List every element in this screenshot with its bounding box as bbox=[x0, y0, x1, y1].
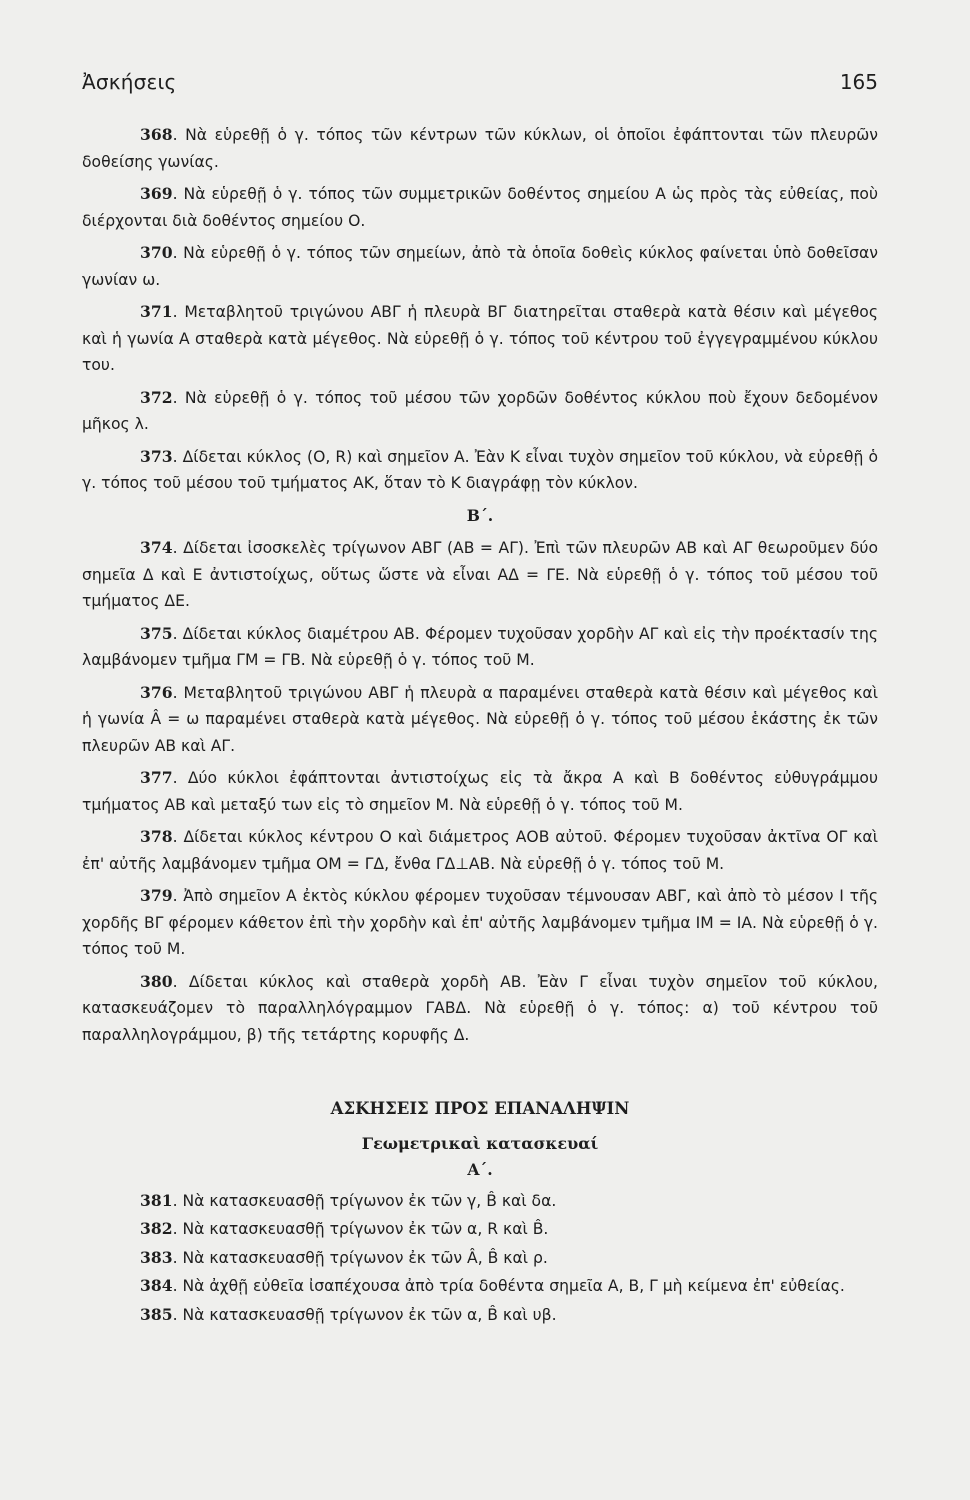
exercise-384: 384. Νὰ ἀχθῇ εὐθεῖα ἰσαπέχουσα ἀπὸ τρία δοθέντα σημεῖα Α, Β, Γ μὴ κείμενα ἐπ' εὐθείας. bbox=[140, 1276, 845, 1295]
exercise-text: Νὰ ἀχθῇ εὐθεῖα ἰσαπέχουσα ἀπὸ τρία δοθέντα σημεῖα Α, Β, Γ μὴ κείμενα ἐπ' εὐθείας. bbox=[182, 1277, 845, 1295]
exercise-number: 380 bbox=[140, 971, 173, 991]
exercise-text: Νὰ εὑρεθῇ ὁ γ. τόπος τῶν σημείων, ἀπὸ τὰ ὁποῖα δοθεὶς κύκλος φαίνεται ὑπὸ δοθεῖσαν γωνίαν ω. bbox=[82, 244, 878, 289]
exercise-382: 382. Νὰ κατασκευασθῇ τρίγωνον ἐκ τῶν α, R καὶ B̂. bbox=[140, 1219, 549, 1238]
part-a-label: Α΄. bbox=[467, 1160, 493, 1179]
exercise-text: Νὰ κατασκευασθῇ τρίγωνον ἐκ τῶν γ, B̂ καὶ δα. bbox=[182, 1191, 557, 1210]
exercise-373: 373. Δίδεται κύκλος (Ο, R) καὶ σημεῖον Α. Ἐὰν Κ εἶναι τυχὸν σημεῖον τοῦ κύκλου, νὰ εὑρεθῇ ὁ γ. τόπος τοῦ μέσου τοῦ τμήματος ΑΚ, ὅταν τὸ Κ διαγράφῃ τὸν κύκλον. bbox=[82, 446, 878, 492]
exercise-text: Δίδεται κύκλος καὶ σταθερὰ χορδὴ ΑΒ. Ἐὰν Γ εἶναι τυχὸν σημεῖον τοῦ κύκλου, κατασκευάζομεν τὸ παραλληλόγραμμον ΓΑΒΔ. Νὰ εὑρεθῇ ὁ γ. τόπος: α) τοῦ κέντρου τοῦ παραλληλογράμμου, β) τῆς τετάρτης κορυφῆς Δ. bbox=[82, 972, 878, 1044]
exercise-text: Δίδεται ἰσοσκελὲς τρίγωνον ΑΒΓ (ΑΒ = ΑΓ). Ἐπὶ τῶν πλευρῶν ΑΒ καὶ ΑΓ θεωροῦμεν δύο σημεῖα Δ καὶ Ε ἀντιστοίχως, οὕτως ὥστε νὰ εἶναι ΑΔ = ΓΕ. Νὰ εὑρεθῇ ὁ γ. τόπος τοῦ μέσου τοῦ τμήματος ΔΕ. bbox=[82, 539, 878, 610]
section-subtitle: Γεωμετρικαὶ κατασκευαί bbox=[361, 1133, 599, 1153]
exercise-381: 381. Νὰ κατασκευασθῇ τρίγωνον ἐκ τῶν γ, B̂ καὶ δα. bbox=[140, 1190, 557, 1210]
exercise-number: 385 bbox=[140, 1304, 173, 1324]
exercise-number: 368 bbox=[140, 125, 173, 144]
exercise-number: 373 bbox=[140, 446, 173, 466]
page-number: 165 bbox=[839, 70, 878, 94]
exercise-text: Δίδεται κύκλος (Ο, R) καὶ σημεῖον Α. Ἐὰν Κ εἶναι τυχὸν σημεῖον τοῦ κύκλου, νὰ εὑρεθῇ ὁ γ. τόπος τοῦ μέσου τοῦ τμήματος ΑΚ, ὅταν τὸ Κ διαγράφῃ τὸν κύκλον. bbox=[82, 447, 878, 492]
exercise-369: 369. Νὰ εὑρεθῇ ὁ γ. τόπος τῶν συμμετρικῶν δοθέντος σημείου Α ὡς πρὸς τὰς εὐθείας, ποὺ διέρχονται διὰ δοθέντος σημείου Ο. bbox=[82, 184, 878, 230]
running-head-title: Ἀσκήσεις bbox=[82, 70, 177, 94]
exercise-378: 378. Δίδεται κύκλος κέντρου Ο καὶ διάμετρος ΑΟΒ αὐτοῦ. Φέρομεν τυχοῦσαν ἀκτῖνα ΟΓ καὶ ἐπ' αὐτῆς λαμβάνομεν τμῆμα ΟΜ = ΓΔ, ἔνθα ΓΔ⊥ΑΒ. Νὰ εὑρεθῇ ὁ γ. τόπος τοῦ Μ. bbox=[82, 827, 878, 873]
exercise-number: 382 bbox=[140, 1219, 173, 1238]
exercise-text: Νὰ κατασκευασθῇ τρίγωνον ἐκ τῶν Â, B̂ καὶ ρ. bbox=[182, 1248, 548, 1267]
exercise-380: 380. Δίδεται κύκλος καὶ σταθερὰ χορδὴ ΑΒ. Ἐὰν Γ εἶναι τυχὸν σημεῖον τοῦ κύκλου, κατασκευάζομεν τὸ παραλληλόγραμμον ΓΑΒΔ. Νὰ εὑρεθῇ ὁ γ. τόπος: α) τοῦ κέντρου τοῦ παραλληλογράμμου, β) τῆς τετάρτης κορυφῆς Δ. bbox=[82, 971, 878, 1044]
exercise-number: 379 bbox=[140, 886, 173, 905]
exercise-number: 370 bbox=[140, 243, 173, 262]
exercise-number: 371 bbox=[140, 302, 173, 321]
exercise-375: 375. Δίδεται κύκλος διαμέτρου ΑΒ. Φέρομεν τυχοῦσαν χορδὴν ΑΓ καὶ εἰς τὴν προέκτασίν της λαμβάνομεν τμῆμα ΓΜ = ΓΒ. Νὰ εὑρεθῇ ὁ γ. τόπος τοῦ Μ. bbox=[82, 623, 878, 669]
exercise-370: 370. Νὰ εὑρεθῇ ὁ γ. τόπος τῶν σημείων, ἀπὸ τὰ ὁποῖα δοθεὶς κύκλος φαίνεται ὑπὸ δοθεῖσαν γωνίαν ω. bbox=[82, 243, 878, 289]
exercise-377: 377. Δύο κύκλοι ἐφάπτονται ἀντιστοίχως εἰς τὰ ἄκρα Α καὶ Β δοθέντος εὐθυγράμμου τμήματος ΑΒ καὶ μεταξύ των εἰς τὸ σημεῖον Μ. Νὰ εὑρεθῇ ὁ γ. τόπος τοῦ Μ. bbox=[82, 768, 878, 814]
exercise-374: 374. Δίδεται ἰσοσκελὲς τρίγωνον ΑΒΓ (ΑΒ = ΑΓ). Ἐπὶ τῶν πλευρῶν ΑΒ καὶ ΑΓ θεωροῦμεν δύο σημεῖα Δ καὶ Ε ἀντιστοίχως, οὕτως ὥστε νὰ εἶναι ΑΔ = ΓΕ. Νὰ εὑρεθῇ ὁ γ. τόπος τοῦ μέσου τοῦ τμήματος ΔΕ. bbox=[82, 538, 878, 610]
exercise-385: 385. Νὰ κατασκευασθῇ τρίγωνον ἐκ τῶν α, B̂ καὶ υβ. bbox=[140, 1304, 557, 1324]
section-title: ΑΣΚΗΣΕΙΣ ΠΡΟΣ ΕΠΑΝΑΛΗΨΙΝ bbox=[330, 1099, 630, 1118]
exercise-number: 375 bbox=[140, 623, 173, 643]
exercise-383: 383. Νὰ κατασκευασθῇ τρίγωνον ἐκ τῶν Â, B̂ καὶ ρ. bbox=[140, 1247, 548, 1267]
exercise-text: Δίδεται κύκλος κέντρου Ο καὶ διάμετρος ΑΟΒ αὐτοῦ. Φέρομεν τυχοῦσαν ἀκτῖνα ΟΓ καὶ ἐπ' αὐτῆς λαμβάνομεν τμῆμα ΟΜ = ΓΔ, ἔνθα ΓΔ⊥ΑΒ. Νὰ εὑρεθῇ ὁ γ. τόπος τοῦ Μ. bbox=[82, 828, 878, 873]
exercise-text: Νὰ κατασκευασθῇ τρίγωνον ἐκ τῶν α, R καὶ B̂. bbox=[182, 1220, 549, 1238]
part-b-label: Β΄. bbox=[466, 505, 494, 525]
exercise-number: 384 bbox=[140, 1276, 173, 1295]
page-content bbox=[82, 122, 878, 1330]
exercise-368: 368. Νὰ εὑρεθῇ ὁ γ. τόπος τῶν κέντρων τῶν κύκλων, οἱ ὁποῖοι ἐφάπτονται τῶν πλευρῶν δοθείσης γωνίας. bbox=[82, 125, 878, 171]
exercise-text: Μεταβλητοῦ τριγώνου ΑΒΓ ἡ πλευρὰ α παραμένει σταθερὰ κατὰ θέσιν καὶ μέγεθος καὶ ἡ γωνία Â = ω παραμένει σταθερὰ κατὰ μέγεθος. Νὰ εὑρεθῇ ὁ γ. τόπος τοῦ μέσου ἑκάστης ἐκ τῶν πλευρῶν ΑΒ καὶ ΑΓ. bbox=[82, 683, 878, 755]
exercise-number: 376 bbox=[140, 682, 173, 702]
exercise-number: 372 bbox=[140, 387, 173, 407]
exercise-379: 379. Ἀπὸ σημεῖον Α ἐκτὸς κύκλου φέρομεν τυχοῦσαν τέμνουσαν ΑΒΓ, καὶ ἀπὸ τὸ μέσον Ι τῆς χορδῆς ΒΓ φέρομεν κάθετον ἐπὶ τὴν χορδὴν καὶ ἐπ' αὐτῆς λαμβάνομεν τμῆμα ΙΜ = ΙΑ. Νὰ εὑρεθῇ ὁ γ. τόπος τοῦ Μ. bbox=[82, 886, 878, 958]
exercise-number: 377 bbox=[140, 768, 173, 787]
exercise-text: Νὰ εὑρεθῇ ὁ γ. τόπος τοῦ μέσου τῶν χορδῶν δοθέντος κύκλου ποὺ ἔχουν δεδομένον μῆκος λ. bbox=[82, 388, 878, 433]
exercise-number: 369 bbox=[140, 184, 173, 203]
exercise-number: 378 bbox=[140, 827, 173, 846]
exercise-text: Νὰ εὑρεθῇ ὁ γ. τόπος τῶν κέντρων τῶν κύκλων, οἱ ὁποῖοι ἐφάπτονται τῶν πλευρῶν δοθείσης γωνίας. bbox=[82, 126, 878, 171]
exercise-number: 383 bbox=[140, 1247, 173, 1267]
exercise-text: Νὰ εὑρεθῇ ὁ γ. τόπος τῶν συμμετρικῶν δοθέντος σημείου Α ὡς πρὸς τὰς εὐθείας, ποὺ διέρχονται διὰ δοθέντος σημείου Ο. bbox=[82, 185, 878, 230]
exercise-371: 371. Μεταβλητοῦ τριγώνου ΑΒΓ ἡ πλευρὰ ΒΓ διατηρεῖται σταθερὰ κατὰ θέσιν καὶ μέγεθος καὶ ἡ γωνία Α σταθερὰ κατὰ μέγεθος. Νὰ εὑρεθῇ ὁ γ. τόπος τοῦ κέντρου τοῦ ἐγγεγραμμένου κύκλου του. bbox=[82, 302, 878, 374]
exercise-text: Δίδεται κύκλος διαμέτρου ΑΒ. Φέρομεν τυχοῦσαν χορδὴν ΑΓ καὶ εἰς τὴν προέκτασίν της λαμβάνομεν τμῆμα ΓΜ = ΓΒ. Νὰ εὑρεθῇ ὁ γ. τόπος τοῦ Μ. bbox=[82, 624, 878, 669]
exercise-text: Νὰ κατασκευασθῇ τρίγωνον ἐκ τῶν α, B̂ καὶ υβ. bbox=[182, 1305, 557, 1324]
exercise-number: 374 bbox=[140, 538, 173, 557]
exercise-372: 372. Νὰ εὑρεθῇ ὁ γ. τόπος τοῦ μέσου τῶν χορδῶν δοθέντος κύκλου ποὺ ἔχουν δεδομένον μῆκος λ. bbox=[82, 387, 878, 433]
exercise-376: 376. Μεταβλητοῦ τριγώνου ΑΒΓ ἡ πλευρὰ α παραμένει σταθερὰ κατὰ θέσιν καὶ μέγεθος καὶ ἡ γωνία Â = ω παραμένει σταθερὰ κατὰ μέγεθος. Νὰ εὑρεθῇ ὁ γ. τόπος τοῦ μέσου ἑκάστης ἐκ τῶν πλευρῶν ΑΒ καὶ ΑΓ. bbox=[82, 682, 878, 755]
exercise-text: Δύο κύκλοι ἐφάπτονται ἀντιστοίχως εἰς τὰ ἄκρα Α καὶ Β δοθέντος εὐθυγράμμου τμήματος ΑΒ καὶ μεταξύ των εἰς τὸ σημεῖον Μ. Νὰ εὑρεθῇ ὁ γ. τόπος τοῦ Μ. bbox=[82, 769, 878, 814]
exercise-number: 381 bbox=[140, 1190, 173, 1210]
exercise-text: Μεταβλητοῦ τριγώνου ΑΒΓ ἡ πλευρὰ ΒΓ διατηρεῖται σταθερὰ κατὰ θέσιν καὶ μέγεθος καὶ ἡ γωνία Α σταθερὰ κατὰ μέγεθος. Νὰ εὑρεθῇ ὁ γ. τόπος τοῦ κέντρου τοῦ ἐγγεγραμμένου κύκλου του. bbox=[82, 303, 878, 374]
exercise-text: Ἀπὸ σημεῖον Α ἐκτὸς κύκλου φέρομεν τυχοῦσαν τέμνουσαν ΑΒΓ, καὶ ἀπὸ τὸ μέσον Ι τῆς χορδῆς ΒΓ φέρομεν κάθετον ἐπὶ τὴν χορδὴν καὶ ἐπ' αὐτῆς λαμβάνομεν τμῆμα ΙΜ = ΙΑ. Νὰ εὑρεθῇ ὁ γ. τόπος τοῦ Μ. bbox=[82, 887, 878, 958]
